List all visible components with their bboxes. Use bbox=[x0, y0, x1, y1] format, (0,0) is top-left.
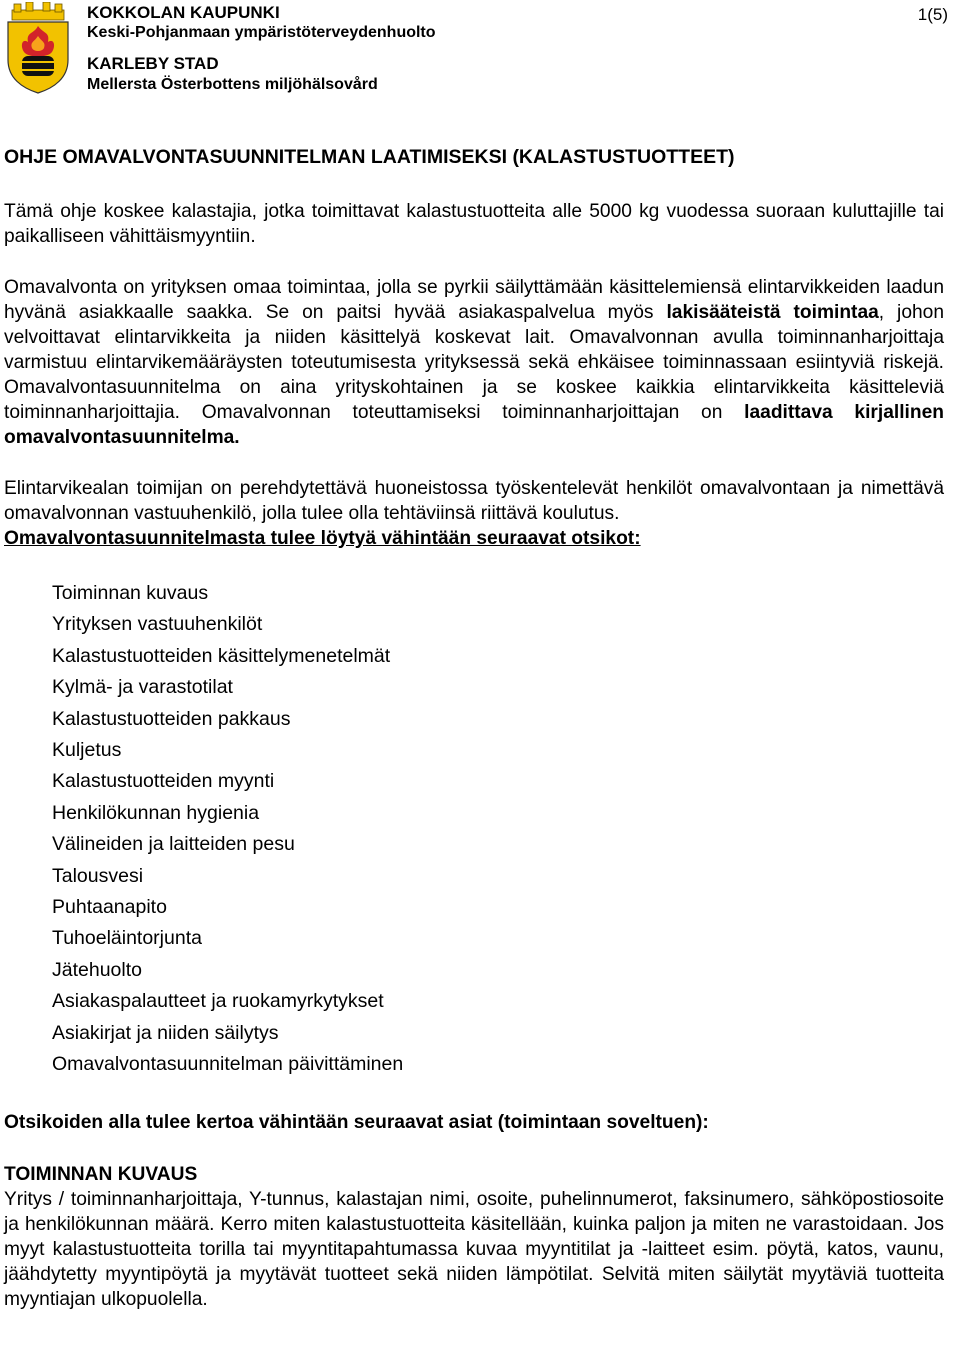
section-title-toiminnan-kuvaus: TOIMINNAN KUVAUS bbox=[4, 1163, 198, 1185]
list-item: Kuljetus bbox=[52, 739, 122, 762]
list-item: Puhtaanapito bbox=[52, 896, 167, 919]
list-item: Kylmä- ja varastotilat bbox=[52, 676, 233, 699]
organization-name-sv: KARLEBY STAD bbox=[87, 54, 219, 73]
list-item: Henkilökunnan hygienia bbox=[52, 801, 260, 824]
page-number: 1(5) bbox=[917, 5, 948, 24]
department-name-fi: Keski-Pohjanmaan ympäristöterveydenhuolto bbox=[87, 24, 436, 41]
omavalvonta-paragraph bbox=[4, 275, 944, 450]
list-item: Tuhoeläintorjunta bbox=[52, 927, 202, 950]
list-item: Kalastustuotteiden myynti bbox=[52, 770, 275, 793]
list-item: Asiakaspalautteet ja ruokamyrkytykset bbox=[52, 990, 384, 1013]
emphasis-kirjallinen-suunnitelma: laadittava kirjallinen omavalvontasuunnitelma. bbox=[4, 402, 944, 448]
document-title: OHJE OMAVALVONTASUUNNITELMAN LAATIMISEKSI (KALASTUSTUOTTEET) bbox=[4, 146, 735, 168]
organization-name-fi: KOKKOLAN KAUPUNKI bbox=[87, 3, 280, 22]
required-headings-title: Omavalvontasuunnitelmasta tulee löytyä vähintään seuraavat otsikot: bbox=[4, 528, 641, 549]
document-body bbox=[4, 145, 944, 1312]
list-item: Jätehuolto bbox=[52, 958, 142, 981]
training-paragraph: Elintarvikealan toimijan on perehdytettävä huoneistossa työskentelevät henkilöt omavalvontaan ja nimettävä omavalvonnan vastuuhenkilö, jolla tulee olla tehtäviinsä riittävä koulutus. bbox=[4, 478, 944, 524]
list-item: Kalastustuotteiden käsittelymenetelmät bbox=[52, 644, 391, 667]
coat-of-arms-icon bbox=[4, 2, 72, 94]
section-text-toiminnan-kuvaus: Yritys / toiminnanharjoittaja, Y-tunnus, kalastajan nimi, osoite, puhelinnumerot, faksinumero, sähköpostiosoite ja henkilökunnan määrä. Kerro miten kalastustuotteita käsitellään, kuinka paljon ja miten ne varastoidaan. Jos myyt kalastustuotteita torilla tai myyntitapahtumassa kuvaa myyntitilat ja -laitteet esim. pöytä, katos, vaunu, jäähdytetty myyntipöytä ja myytävät tuotteet sekä niiden lämpötilat. Selvitä miten säilytät myytäviä tuotteita myyntiajan ulkopuolella. bbox=[4, 1188, 944, 1310]
list-item: Välineiden ja laitteiden pesu bbox=[52, 833, 295, 856]
list-item: Omavalvontasuunnitelman päivittäminen bbox=[52, 1053, 404, 1076]
list-item: Yrityksen vastuuhenkilöt bbox=[52, 613, 263, 636]
paragraph-text: , johon velvoittavat elintarvikkeita ja niiden käsittelyä koskevat lait. Omavalvonnan avulla toiminnanharjoittaja varmistuu elintarvikemääräysten toteutumisesta yrityksessä sekä ehkäisee toiminnassaan esiintyviä riskejä. Omavalvontasuunnitelma on aina yrityskohtainen ja se koskee kaikkia elintarvikkeita käsitteleviä toiminnanharjoittajia. Omavalvonnan toteuttamiseksi toiminnanharjoittajan on bbox=[4, 302, 944, 423]
list-item: Toiminnan kuvaus bbox=[52, 582, 209, 604]
letterhead bbox=[0, 0, 960, 100]
list-item: Talousvesi bbox=[52, 864, 144, 887]
list-item: Kalastustuotteiden pakkaus bbox=[52, 707, 291, 730]
list-item: Asiakirjat ja niiden säilytys bbox=[52, 1021, 279, 1044]
emphasis-lakisaateista: lakisääteistä toimintaa bbox=[666, 302, 879, 323]
department-name-sv: Mellersta Österbottens miljöhälsovård bbox=[87, 76, 378, 93]
instructions-heading: Otsikoiden alla tulee kertoa vähintään seuraavat asiat (toimintaan soveltuen): bbox=[4, 1111, 709, 1133]
required-headings-list bbox=[52, 578, 944, 1081]
paragraph-text: Omavalvonta on yrityksen omaa toimintaa, jolla se pyrkii säilyttämään käsittelemiensä elintarvikkeiden laadun hyvänä asiakkaalle saakka. Se on paitsi hyvää asiakaspalvelua myös bbox=[4, 277, 944, 323]
intro-paragraph: Tämä ohje koskee kalastajia, jotka toimittavat kalastustuotteita alle 5000 kg vuodessa suoraan kuluttajille tai paikalliseen vähittäismyyntiin. bbox=[4, 201, 944, 247]
